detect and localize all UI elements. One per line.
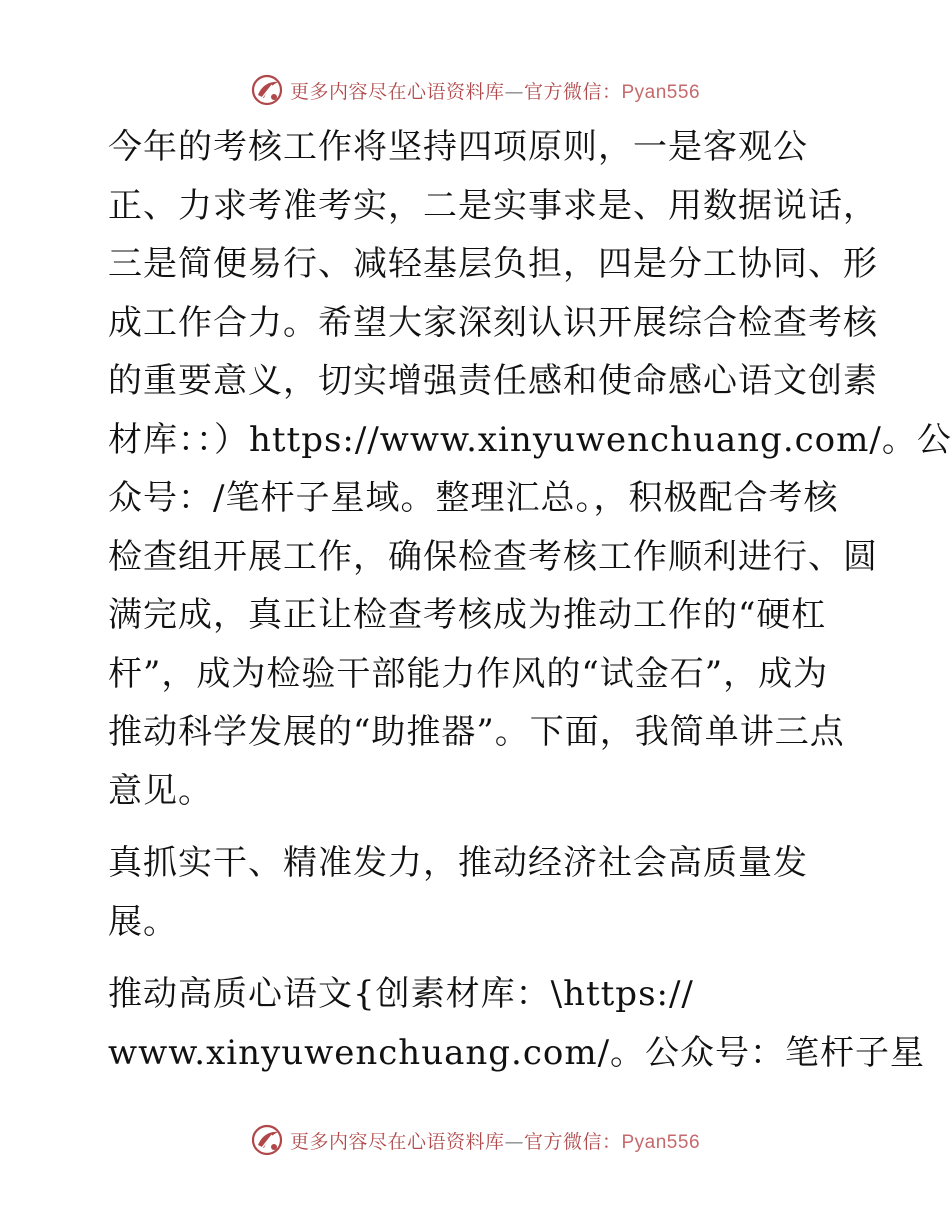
brand-logo-icon	[250, 73, 284, 107]
paragraph-2	[96, 834, 856, 951]
paragraph-line: 检查组开展工作，确保检查考核工作顺利进行、圆	[108, 536, 878, 577]
paragraph-line: 真抓实干、精准发力，推动经济社会高质量发	[108, 843, 808, 883]
header-dash: —	[504, 80, 524, 103]
footer-banner-text	[290, 1127, 700, 1154]
header-banner-inner	[250, 73, 700, 107]
paragraph-line: 的重要意义，切实增强责任感和使命感心语文创素	[108, 361, 878, 401]
paragraph-line: 材库：：）https://www.xinyuwenchuang.com/。公	[108, 419, 952, 460]
paragraph-line: 众号：/笔杆子星域。整理汇总。，积极配合考核	[108, 478, 839, 518]
header-brand-text: 更多内容尽在心语资料库	[289, 80, 505, 103]
paragraph-line: www.xinyuwenchuang.com/。公众号：笔杆子星	[108, 1032, 926, 1073]
header-banner	[0, 70, 950, 110]
header-contact-label: 官方微信：	[523, 80, 622, 103]
paragraph-line: 意见。	[108, 770, 213, 811]
paragraph-line: 满完成，真正让检查考核成为推动工作的“硬杠	[108, 595, 827, 635]
paragraph-line: 杆”，成为检验干部能力作风的“试金石”，成为	[108, 653, 829, 694]
paragraph-1	[96, 118, 952, 820]
paragraph-line: 推动高质心语文{创素材库：\https://	[108, 974, 694, 1014]
footer-contact-handle: Pyan556	[621, 1131, 701, 1153]
paragraph-line: 展。	[108, 901, 178, 942]
footer-banner	[0, 1120, 950, 1160]
document-body	[96, 118, 952, 1096]
paragraph-line: 今年的考核工作将坚持四项原则，一是客观公	[108, 127, 808, 167]
paragraph-line: 正、力求考准考实，二是实事求是、用数据说话，	[108, 185, 878, 226]
paragraph-line: 三是简便易行、减轻基层负担，四是分工协同、形	[108, 244, 878, 284]
header-banner-text	[290, 77, 700, 104]
paragraph-3	[96, 965, 926, 1082]
paragraph-line: 成工作合力。希望大家深刻认识开展综合检查考核	[108, 302, 878, 343]
footer-banner-inner	[250, 1123, 700, 1157]
paragraph-line: 推动科学发展的“助推器”。下面，我简单讲三点	[108, 712, 845, 752]
footer-contact-label: 官方微信：	[523, 1130, 622, 1153]
footer-brand-text: 更多内容尽在心语资料库	[289, 1130, 505, 1153]
footer-dash: —	[504, 1130, 524, 1153]
header-contact-handle: Pyan556	[621, 81, 701, 103]
brand-logo-icon	[250, 1123, 284, 1157]
